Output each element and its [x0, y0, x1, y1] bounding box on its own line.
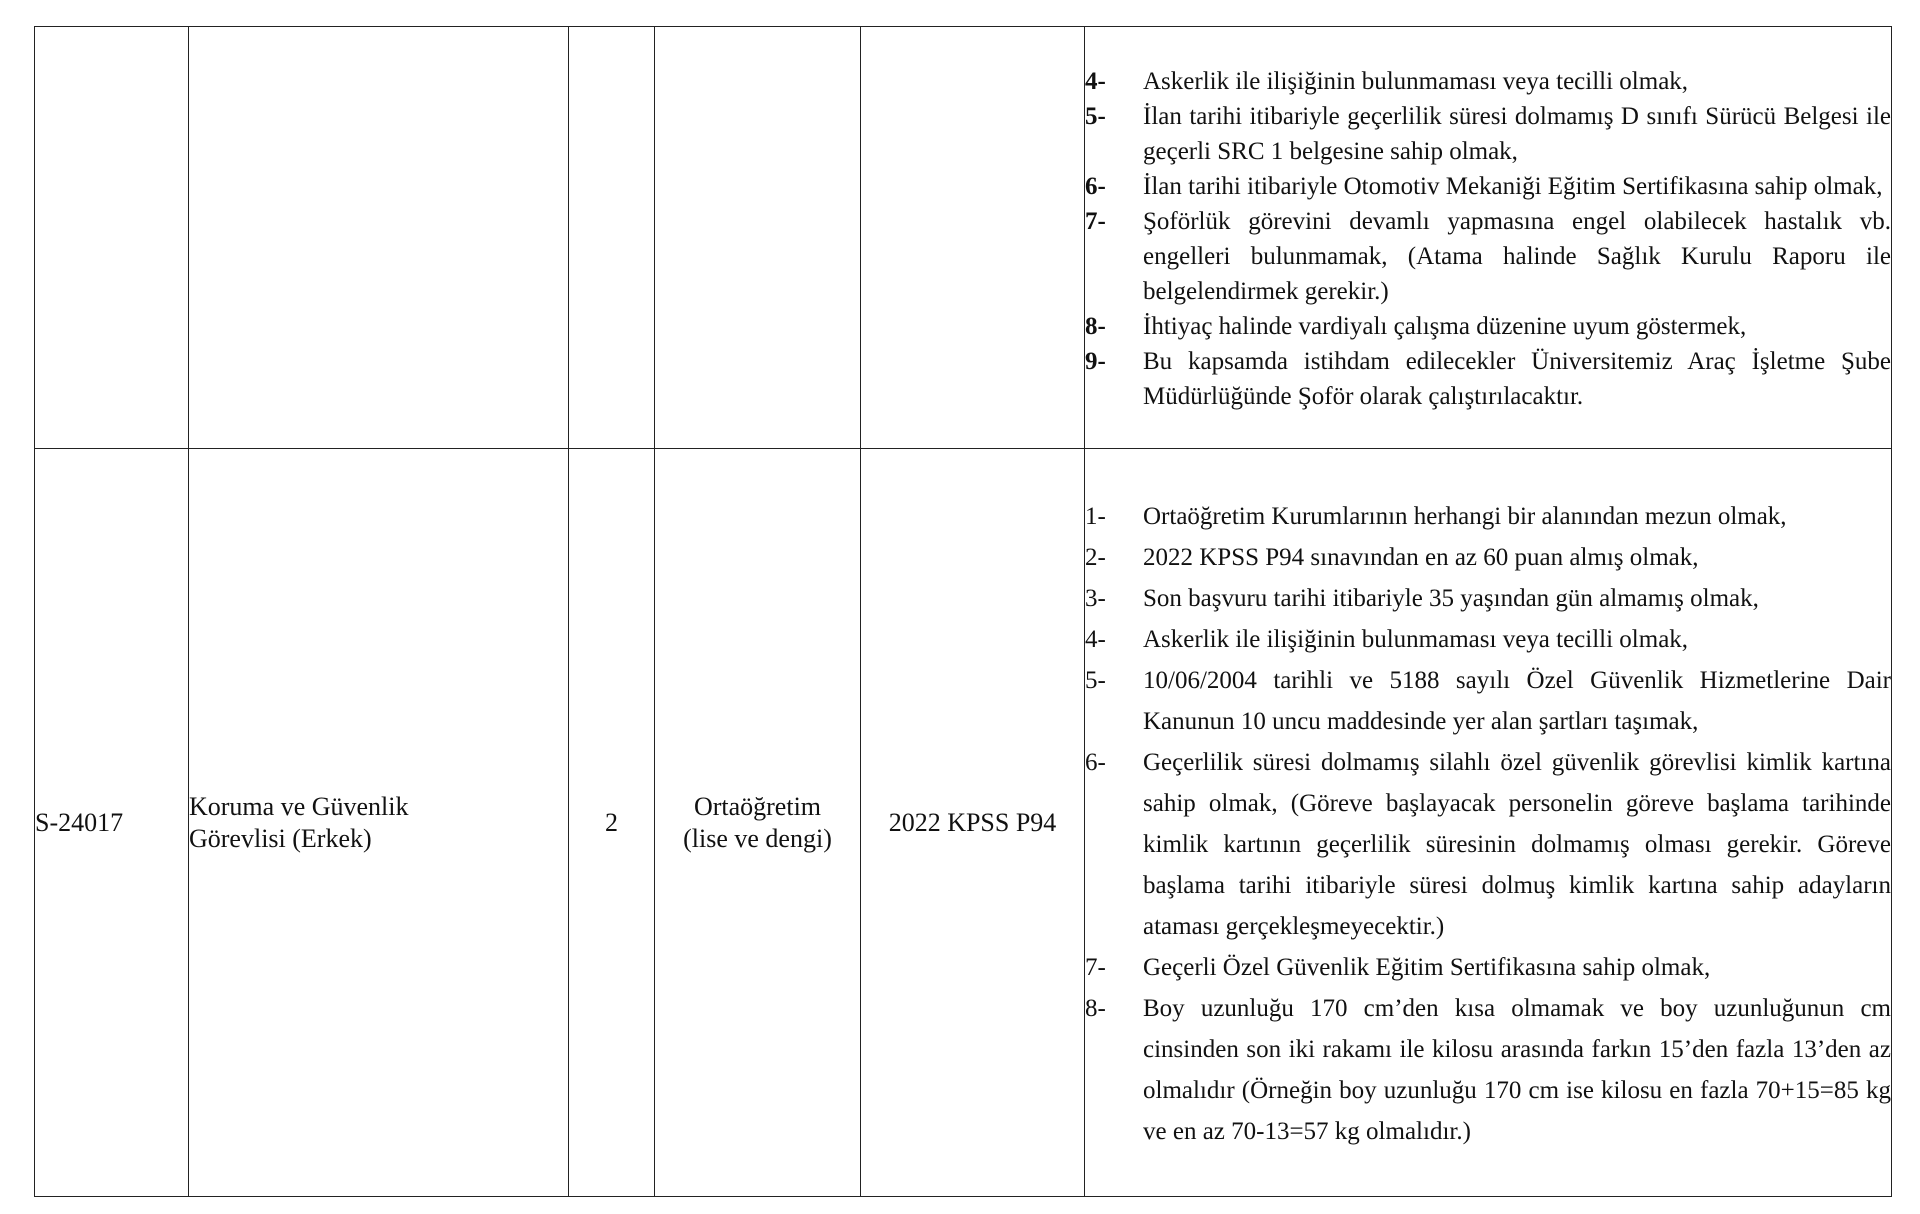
position-code-cell	[35, 27, 189, 449]
education-cell	[655, 27, 861, 449]
position-title-cell	[189, 449, 569, 1197]
requirements-cell	[1085, 449, 1892, 1197]
position-code-cell: S-24017	[35, 449, 189, 1197]
requirement-item: 6- Geçerlilik süresi dolmamış silahlı özel güvenlik görevlisi kimlik kartına sahip olmak, (Göreve başlayacak personelin göreve başlama tarihinde kimlik kartının geçerlilik süresinin dolmamış olması gerekir. Göreve başlama tarihi itibariyle süresi dolmuş kimlik kartına sahip adayların ataması gerçekleşmeyecektir.)	[1085, 748, 1891, 940]
requirements-list	[1085, 64, 1891, 414]
requirement-item: 3- Son başvuru tarihi itibariyle 35 yaşından gün almamış olmak,	[1085, 584, 1759, 612]
requirement-item: 9- Bu kapsamda istihdam edilecekler Üniversitemiz Araç İşletme Şube Müdürlüğünde Şoför olarak çalıştırılacaktır.	[1085, 347, 1891, 410]
requirement-item: 2- 2022 KPSS P94 sınavından en az 60 puan almış olmak,	[1085, 543, 1699, 571]
quota-cell	[569, 27, 655, 449]
requirement-item: 1- Ortaöğretim Kurumlarının herhangi bir alanından mezun olmak,	[1085, 502, 1787, 530]
position-title-line: Görevlisi (Erkek)	[189, 823, 372, 853]
requirements-list	[1085, 496, 1891, 1152]
requirement-item: 5- 10/06/2004 tarihli ve 5188 sayılı Özel Güvenlik Hizmetlerine Dair Kanunun 10 uncu maddesinde yer alan şartları taşımak,	[1085, 666, 1891, 735]
requirement-item: 4- Askerlik ile ilişiğinin bulunmaması veya tecilli olmak,	[1085, 625, 1689, 653]
exam-cell: 2022 KPSS P94	[861, 449, 1085, 1197]
requirement-item: 5- İlan tarihi itibariyle geçerlilik süresi dolmamış D sınıfı Sürücü Belgesi ile geçerli SRC 1 belgesine sahip olmak,	[1085, 102, 1891, 165]
requirement-item: 8- İhtiyaç halinde vardiyalı çalışma düzenine uyum göstermek,	[1085, 312, 1747, 340]
table-row	[35, 449, 1892, 1197]
requirements-cell	[1085, 27, 1892, 449]
quota-cell: 2	[569, 449, 655, 1197]
education-line: (lise ve dengi)	[683, 823, 832, 853]
requirement-item: 6- İlan tarihi itibariyle Otomotiv Mekaniği Eğitim Sertifikasına sahip olmak,	[1085, 172, 1883, 200]
requirement-item: 7- Geçerli Özel Güvenlik Eğitim Sertifikasına sahip olmak,	[1085, 953, 1711, 981]
education-line: Ortaöğretim	[693, 791, 822, 821]
position-title-cell	[189, 27, 569, 449]
position-title-line: Koruma ve Güvenlik	[189, 791, 409, 821]
requirement-item: 7- Şoförlük görevini devamlı yapmasına engel olabilecek hastalık vb. engelleri bulunmamak, (Atama halinde Sağlık Kurulu Raporu ile belgelendirmek gerekir.)	[1085, 207, 1891, 305]
positions-table	[34, 26, 1892, 1197]
table-row	[35, 27, 1892, 449]
requirement-item: 4- Askerlik ile ilişiğinin bulunmaması veya tecilli olmak,	[1085, 67, 1689, 95]
requirement-item: 8- Boy uzunluğu 170 cm’den kısa olmamak ve boy uzunluğunun cm cinsinden son iki rakamı ile kilosu arasında farkın 15’den fazla 13’den az olmalıdır (Örneğin boy uzunluğu 170 cm ise kilosu en fazla 70+15=85 kg ve en az 70-13=57 kg olmalıdır.)	[1085, 994, 1891, 1145]
education-cell	[655, 449, 861, 1197]
exam-cell	[861, 27, 1085, 449]
